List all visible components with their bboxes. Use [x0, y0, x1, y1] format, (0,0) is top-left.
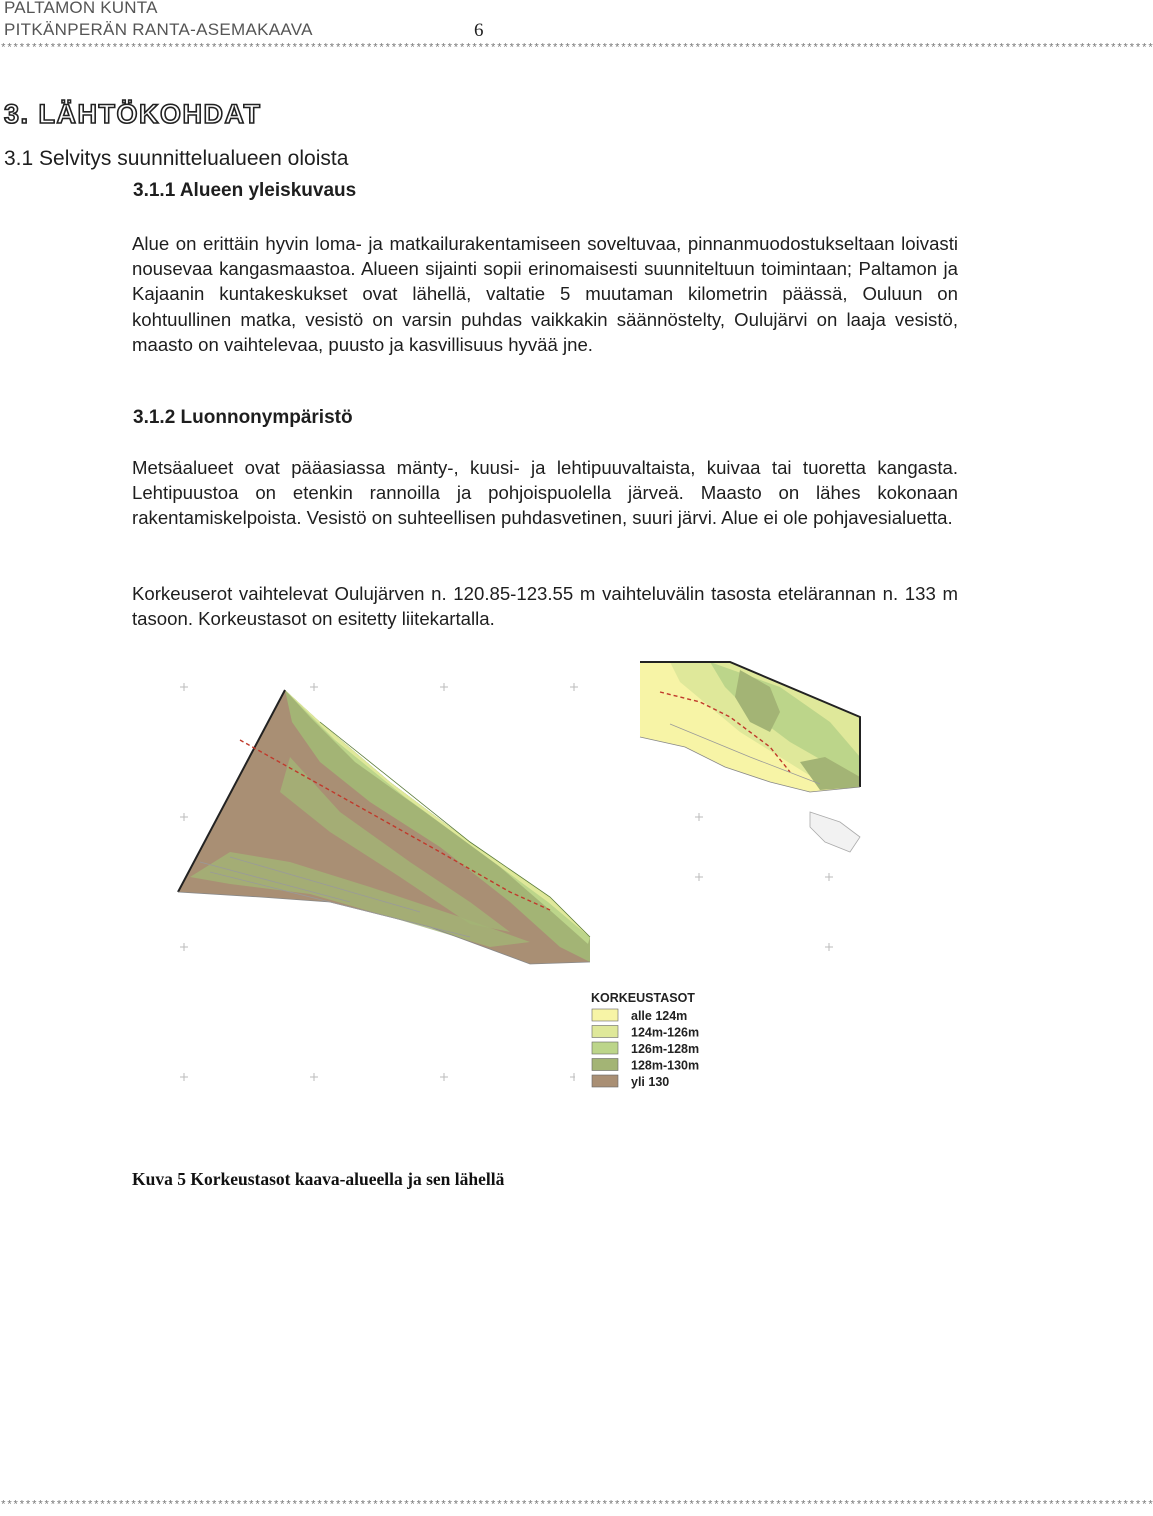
legend-swatch [592, 1059, 618, 1071]
heading-3-1-1: 3.1.1 Alueen yleiskuvaus [133, 180, 357, 201]
legend-label: alle 124m [631, 1009, 688, 1023]
footer-separator: ****************************************************************************************************************************************************************************************** [0, 1500, 1153, 1512]
legend-swatch [592, 1075, 618, 1087]
legend-label: 126m-128m [631, 1042, 700, 1056]
section-subtitle: 3.1 Selvitys suunnittelualueen oloista [4, 147, 349, 170]
page-number: 6 [474, 20, 484, 41]
header-organization: PALTAMON KUNTA [4, 0, 158, 17]
legend-label: 124m-126m [631, 1025, 700, 1040]
legend-swatch [592, 1009, 618, 1021]
paragraph-overview: Alue on erittäin hyvin loma- ja matkailurakentamiseen soveltuvaa, pinnanmuodostukseltaan loivasti nousevaa kangasmaastoa. Alueen sijainti sopii erinomaisesti suunniteltuun toimintaan; Paltamon ja Kajaanin kuntakeskukset ovat lähellä, valtatie 5 muutaman kilometrin päässä, Ouluun on kohtuullinen matka, vesistö on varsin puhdas vaikkakin säännöstelty, Oulujärvi on laaja vesistö, maasto on vaihtelevaa, puusto ja kasvillisuus hyvää jne. [132, 233, 958, 355]
legend-label: 128m-130m [631, 1058, 700, 1073]
paragraph-elevation: Korkeuserot vaihtelevat Oulujärven n. 120.85-123.55 m vaihteluvälin tasosta etelärannan n. 133 m tasoon. Korkeustasot on esitetty liitekartalla. [132, 583, 958, 630]
map-legend [575, 988, 775, 1098]
figure-caption: Kuva 5 Korkeustasot kaava-alueella ja sen lähellä [132, 1169, 505, 1189]
legend-label: yli 130 [631, 1075, 670, 1089]
header-separator: ****************************************************************************************************************************************************************************************** [0, 43, 1153, 55]
header-plan-name: PITKÄNPERÄN RANTA-ASEMAKAAVA [4, 20, 313, 39]
legend-title: KORKEUSTASOT [591, 991, 695, 1005]
map-north-shore [640, 662, 860, 792]
legend-swatch [592, 1026, 618, 1038]
paragraph-nature: Metsäalueet ovat pääasiassa mänty-, kuusi- ja lehtipuuvaltaista, kuivaa tai tuoretta kangasta. Lehtipuustoa on etenkin rannoilla ja pohjoispuolella järveä. Maasto on lähes kokonaan rakentamiskelpoista. Vesistö on suhteellisen puhdasvetinen, suuri järvi. Alue ei ole pohjavesialuetta. [132, 457, 958, 529]
legend-swatch [592, 1042, 618, 1054]
section-title: 3. LÄHTÖKOHDAT [4, 99, 262, 129]
map-island [810, 812, 860, 852]
elevation-map [170, 662, 890, 1112]
map-south-shore [178, 690, 590, 964]
heading-3-1-2: 3.1.2 Luonnonympäristö [133, 407, 353, 428]
